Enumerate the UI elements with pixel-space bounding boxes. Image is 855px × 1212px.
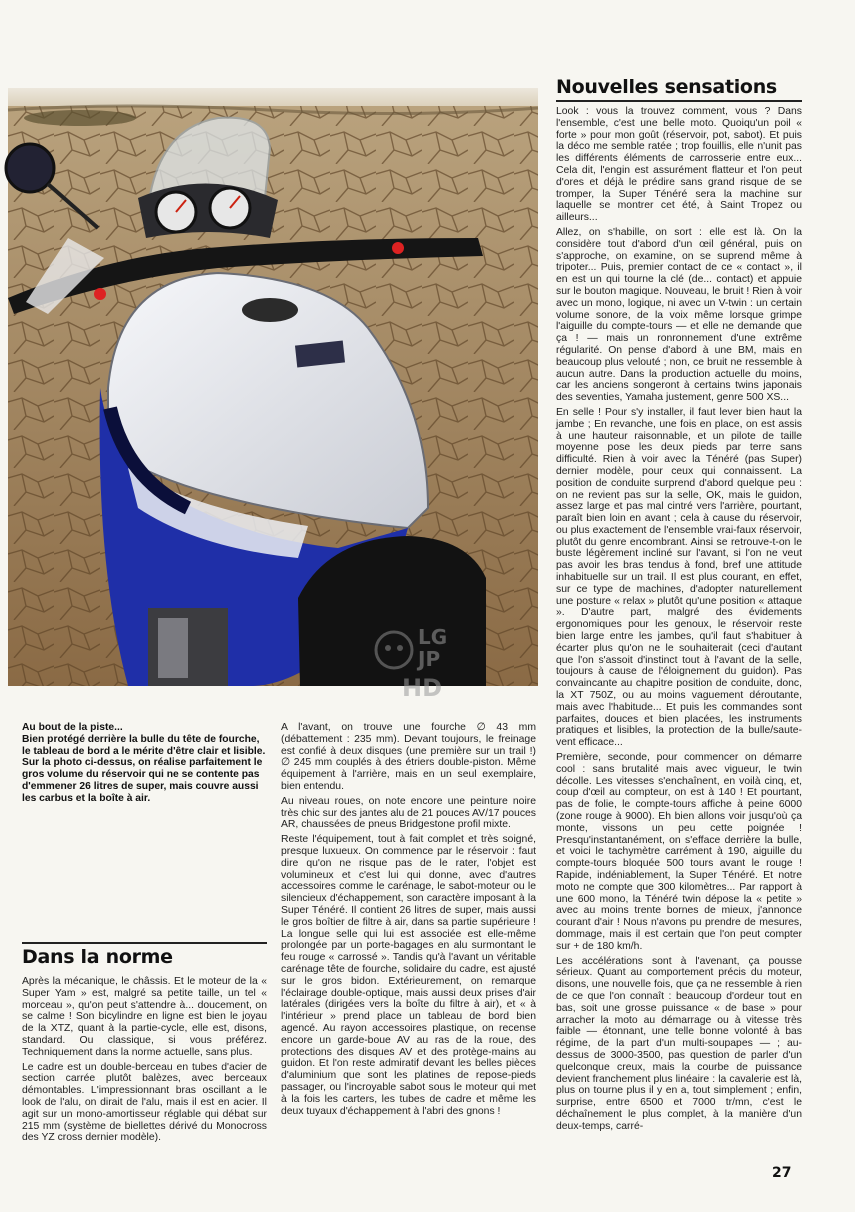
heading-rule xyxy=(22,942,267,944)
section-heading-dans-la-norme: Dans la norme xyxy=(22,946,173,968)
page-number: 27 xyxy=(772,1165,792,1181)
watermark-line1: LG xyxy=(418,625,448,649)
article-column-right xyxy=(556,106,802,1132)
caption-body: Bien protégé derrière la bulle du tête de fourche, le tableau de bord a le mérite d'être clair et lisible. Sur la photo ci-dessus, on réalise parfaitement le gros volume du réservoir qui ne se contente pas d'emmener 26 litres de super, mais couvre aussi les carbus et la boîte à air. xyxy=(22,733,266,804)
paragraph: A l'avant, on trouve une fourche ∅ 43 mm (débattement : 235 mm). Devant toujours, le freinage est confié à deux disques (une première sur un trail !) ∅ 245 mm couplés à des étriers double-piston. Même équipement à l'arrière, mais en un seul exemplaire, bien entendu. xyxy=(281,722,536,792)
paragraph: Les accélérations sont à l'avenant, ça pousse sérieux. Quant au comportement précis du moteur, disons, une nouvelle fois, que ça ne ressemble à rien de ce que l'on connaît : beaucoup d'ordeur tout en bas, soit une grosse puissance « de base » pour arracher la moto au démarrage ou à vitesse très faible — étonnant, une telle bonne volonté à bas régime, de la part d'un multi-soupapes — ; au-dessus de 3000-3500, pas question de parler d'un quelconque creux, mais la courbe de puissance devient franchement plus linéaire : la cavalerie est là, plus on tourne plus il y en a, tout simplement ; enfin, surprise, entre 6500 et 7000 tr/mn, c'est le déchaînement le plus complet, à la manière d'un deux-temps, carré- xyxy=(556,955,802,1132)
caption-title: Au bout de la piste... xyxy=(22,722,123,733)
paragraph: Reste l'équipement, tout à fait complet et très soigné, presque luxueux. On commence par le réservoir : faut dire qu'on ne risque pas de le rater, l'objet est volumineux et c'est lui qui donne, avec d'autres accessoires comme le carénage, le sabot-moteur ou le silencieux d'échappement, son caractère imposant à la Super Ténéré. Il contient 26 litres de super, mais aussi le gros boîtier de filtre à air, dans sa partie supérieure ! La longue selle qui lui est associée est elle-même prolongée par un porte-bagages en alu surmontant le feu rouge « carrossé ». Tandis qu'à l'avant un véritable carénage tête de fourche, solidaire du cadre, est ajusté sur le gros bidon. Extérieurement, on remarque l'éclairage double-optique, mais aussi deux prises d'air latérales (dirigées vers la boîte du filtre à air), et « à l'intérieur » prend place un tableau de bord bien agencé. Au rayon accessoires plastique, on recense encore un garde-boue AV au ras de la roue, des protections des disques AV et des protège-mains au guidon. Et l'on reste admiratif devant les belles pièces d'aluminium que sont les platines de repose-pieds passager, ou l'incroyable sabot sous le moteur qui met à la fois les carters, les tubes de cadre et même les deux tuyaux d'échappement à l'abri des gnons ! xyxy=(281,834,536,1117)
section-heading-nouvelles-sensations: Nouvelles sensations xyxy=(556,76,777,98)
heading-rule xyxy=(556,100,802,102)
watermark-logo xyxy=(372,622,458,702)
article-column-left xyxy=(22,976,267,1186)
paragraph: Allez, on s'habille, on sort : elle est là. On la considère tout d'abord d'un œil général, puis on s'approche, on examine, on se suprend même à tripoter... Puis, premier contact de ce « contact », il en est un qui tourne la clé (de... contact) et appuie sur le bouton magique. Nouveau, le bruit ! Rien à voir avec un mono, logique, ni avec un V-twin : un certain volume sonore, de la voix même lorsque grimpe l'aiguille du compte-tours — et elle ne demande que ça ! — mais un ronronnement d'une extrême régularité. On pense d'abord à une BM, mais en beaucoup plus velouté ; non, ce bruit ne ressemble à aucun autre. Dans la production actuelle du moins, car les anciens songeront à certains twins japonais des seventies, Yamaha justement, genre 500 XS... xyxy=(556,226,802,404)
watermark-line2: JP xyxy=(418,647,441,671)
paragraph: Look : vous la trouvez comment, vous ? Dans l'ensemble, c'est une belle moto. Quoiqu'un poil « forte » pour mon goût (réservoir, pot, sabot). Et puis la déco me semble ratée ; trop fouillis, elle n'unit pas les différents éléments de carrosserie entre eux... Cela dit, l'engin est assurément flatteur et l'on peut d'ores et déjà le prédire sans grand risque de se tromper, la Super Ténéré sera la machine sur laquelle se montrer cet été, à Saint Tropez ou ailleurs... xyxy=(556,106,802,224)
watermark-line3: HD xyxy=(402,674,443,702)
paragraph: En selle ! Pour s'y installer, il faut lever bien haut la jambe ; En revanche, une fois en place, on est assis à une hauteur raisonnable, et un pilote de taille moyenne pose les deux pieds par terre sans difficulté. Rien à voir avec la Ténéré (pas Super) dernier modèle, pour ceux qui connaissent. La position de conduite surprend d'abord quelque peu : on ne revient pas sur la selle, OK, mais le guidon, assez large et pas mal cintré vers l'arrière, pourtant, paraît bien loin en avant ; cela à cause du réservoir, ou plus exactement de l'ensemble vrai-faux réservoir, plutôt du genre encombrant. Ainsi se retrouve-t-on le buste légèrement incliné sur l'avant, si l'on ne veut pas avoir les bras tendus à fond, bref une attitude inhabituelle sur un trail. Il est plus courant, en effet, sur ce type de machines, d'adopter naturellement une posture « relax » plutôt qu'une position « attaque ». D'autre part, malgré des évidements ergonomiques pour les genoux, le réservoir reste bien large entre les jambes, qu'il faut s'habituer à écarter plus qu'on ne le souhaiterait (ceci d'autant que l'on s'assoit d'instinct tout à l'avant de la selle, toujours à cause de l'éloignement du guidon). Pas convaincante au chapitre position de conduite, donc, la XT 750Z, ou au moins vaguement déroutante, mais avec l'habitude... Et puis les commandes sont parfaites, douces et bien placées, les instruments pratiques et lisibles, la protection de la bulle/saute-vent efficace... xyxy=(556,406,802,749)
paragraph: Au niveau roues, on note encore une peinture noire très chic sur des jantes alu de 21 pouces AV/17 pouces AR, chaussées de pneus Bridgestone profil mixte. xyxy=(281,795,536,831)
photo-caption xyxy=(22,722,268,805)
motorcycle-illustration xyxy=(8,88,538,686)
motorcycle-photo xyxy=(8,88,538,686)
article-column-middle xyxy=(281,722,536,1188)
paragraph: Le cadre est un double-berceau en tubes d'acier de section carrée plutôt balèzes, avec berceaux démontables. L'impressionnant bras oscillant a le look de l'alu, on dirait de l'alu, mais il est en acier. Il agit sur un mono-amortisseur réglable qui débat sur 215 mm (système de biellettes dérivé du Monocross des YZ cross dernier modèle). xyxy=(22,1061,267,1144)
paragraph: Après la mécanique, le châssis. Et le moteur de la « Super Yam » est, malgré sa petite taille, un tel « morceau », qu'on peut s'attendre à... doucement, on se calme ! Son bicylindre en ligne est bien le joyau de la XTZ, quant à la partie-cycle, elle est, disons, standard. Ou classique, si vous préférez. Techniquement dans la norme actuelle, sans plus. xyxy=(22,976,267,1058)
paragraph: Première, seconde, pour commencer on démarre cool : sans brutalité mais avec vigueur, le twin décolle. Les vitesses s'enchaînent, en voilà cinq, et, coup d'œil au compteur, on est à 140 ! Et pourtant, pas de folie, le compte-tours affiche à peine 6000 (zone rouge à 9000). Eh bien allons voir jusqu'où ça monte, vissons un peu cette poignée ! Presqu'instantanément, on s'efface derrière la bulle, et voici le tachymètre carrément à 190, aiguille du compte-tours bloquée 500 tours avant le rouge ! Rapide, indéniablement, la Super Ténéré. Et notre moto ne compte que 300 kilomètres... Par rapport à une 600 mono, la Ténéré twin dépose la « petite » avec au moins trente bornes de mieux, j'annonce courant d'air ! Nous n'avons pu prendre de mesures, dommage, mais il est certain que l'on peut compter sur + de 180 km/h. xyxy=(556,752,802,952)
watermark-face-icon xyxy=(376,632,412,668)
